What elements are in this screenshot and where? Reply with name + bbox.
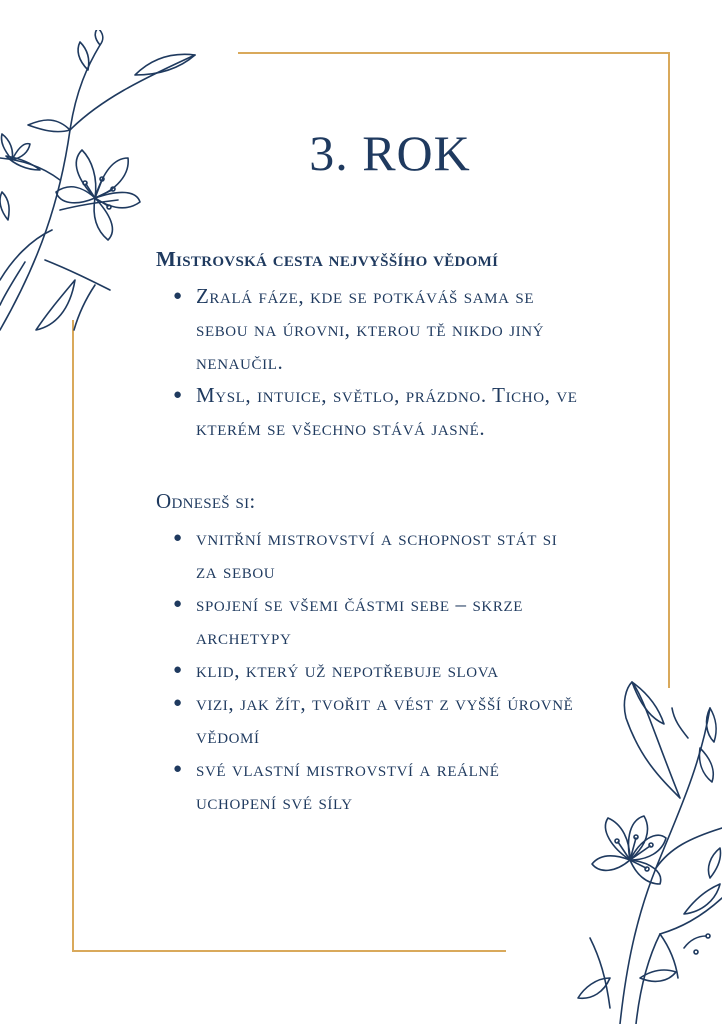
bullet-icon: ● [173, 387, 183, 404]
list-item-text: klid, který už nepotřebuje slova [196, 658, 499, 683]
list-item [156, 280, 586, 379]
list-item-text: své vlastní mistrovství a reálné uchopení své síly [196, 757, 500, 815]
frame-right-line [668, 52, 670, 688]
list-item [156, 379, 586, 445]
bullet-icon: ● [173, 662, 183, 679]
list-item [156, 522, 576, 588]
content-block [156, 247, 586, 819]
frame-top-line [238, 52, 670, 54]
spacer [156, 445, 586, 489]
section-heading: Mistrovská cesta nejvyššího vědomí [156, 247, 499, 271]
bullet-icon: ● [173, 596, 183, 613]
list-item-text: Zralá fáze, kde se potkáváš sama se sebou na úrovni, kterou tě nikdo jiný nenaučil. [196, 284, 545, 375]
list-item [156, 654, 576, 687]
frame-left-line [72, 320, 74, 952]
bullet-icon: ● [173, 288, 183, 305]
bullet-icon: ● [173, 761, 183, 778]
section-list [156, 522, 586, 819]
list-item-text: vizi, jak žít, tvořit a vést z vyšší úrovně vědomí [196, 691, 574, 749]
list-item [156, 687, 576, 753]
list-item [156, 588, 576, 654]
frame-bottom-line [72, 950, 506, 952]
bullet-icon: ● [173, 695, 183, 712]
list-item-text: spojení se všemi částmi sebe – skrze archetypy [196, 592, 523, 650]
section-list [156, 280, 586, 445]
list-item-text: vnitřní mistrovství a schopnost stát si za sebou [196, 526, 558, 584]
page-title: 3. ROK [309, 125, 471, 181]
list-item [156, 753, 576, 819]
bullet-icon: ● [173, 530, 183, 547]
list-item-text: Mysl, intuice, světlo, prázdno. Ticho, ve kterém se všechno stává jasné. [196, 383, 578, 441]
section-heading: Odneseš si: [156, 489, 256, 514]
